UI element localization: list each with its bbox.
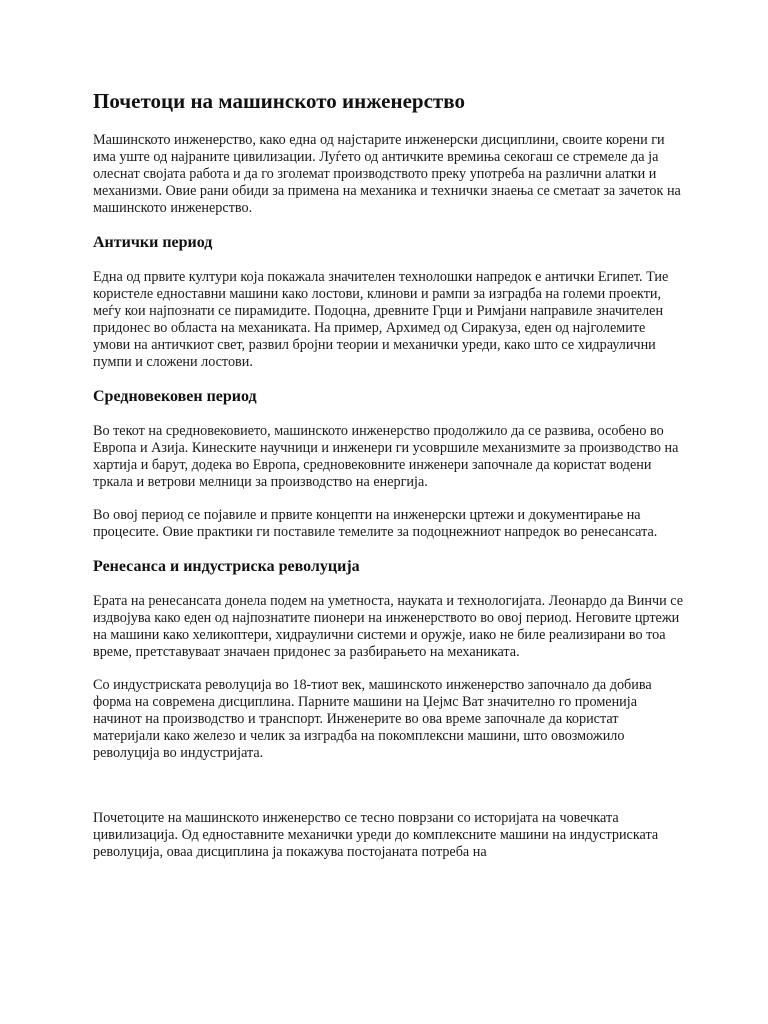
page-title: Почетоци на машинското инженерство <box>93 89 465 113</box>
renaissance-paragraph-2: Со индустриската револуција во 18-тиот век, машинското инженерство започнало да добива форма на современа дисциплина. Парните машини на Џејмс Ват значително го променија начинот на производство и транспорт. Инженерите во ова време започнале да користат материјали како железо и челик за изградба на покомплексни машини, што овозможило револуција во индустријата. <box>93 677 652 761</box>
ancient-paragraph: Една од првите култури која покажала значителен технолошки напредок е антички Египет. Тие користеле едноставни машини како лостови, клинови и рампи за изградба на големи проекти, меѓу кои најпознати се пирамидите. Подоцна, древните Грци и Римјани направиле значителен придонес во областа на механиката. На пример, Архимед од Сиракуза, еден од најголемите умови на античкиот свет, развил бројни теории и механички уреди, како што се хидраулични пумпи и сложени лостови. <box>93 269 669 370</box>
intro-paragraph: Машинското инженерство, како една од најстарите инженерски дисциплини, своите корени ги има уште од најраните цивилизации. Луѓето од античките времиња секогаш се стремеле да ја олеснат својата работа и да го зголемат производството преку употреба на различни алатки и механизми. Овие рани обиди за примена на механика и технички знаења се сметаат за зачеток на машинското инженерство. <box>93 132 681 216</box>
medieval-paragraph-1: Во текот на средновековието, машинското инженерство продолжило да се развива, особено во Европа и Азија. Кинеските научници и инженери ги усовршиле механизмите за производство на хартија и барут, додека во Европа, средновековните инженери започнале да користат водени тркала и ветрови мелници за производство на енергија. <box>93 423 679 490</box>
renaissance-paragraph-1: Ерата на ренесансата донела подем на уметноста, науката и технологијата. Леонардо да Винчи се издвојува како еден од најпознатите пионери на инженерството во овој период. Неговите цртежи на машини како хеликоптери, хидраулични системи и оружје, иако не биле реализирани во тоа време, претставуваат значаен придонес за разбирањето на механиката. <box>93 593 683 660</box>
document-page <box>93 88 683 877</box>
section-heading-medieval: Средновековен период <box>93 388 257 405</box>
section-heading-ancient: Антички период <box>93 234 213 251</box>
section-heading-renaissance: Ренесанса и индустриска револуција <box>93 558 360 575</box>
spacer <box>93 778 683 810</box>
conclusion-paragraph: Почетоците на машинското инженерство се тесно поврзани со историјата на човечката цивилизација. Од едноставните механички уреди до комплексните машини на индустриската револуција, оваа дисциплина ја покажува постојаната потреба на <box>93 810 659 860</box>
medieval-paragraph-2: Во овој период се појавиле и првите концепти на инженерски цртежи и документирање на процесите. Овие практики ги поставиле темелите за подоцнежниот напредок во ренесансата. <box>93 507 658 540</box>
